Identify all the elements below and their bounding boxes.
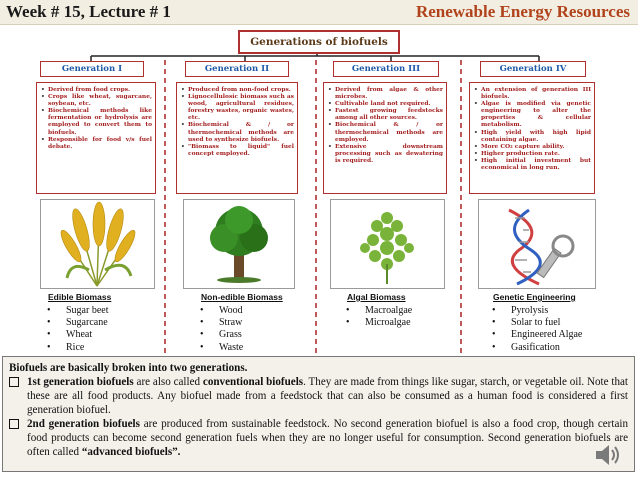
edible-biomass-column bbox=[40, 292, 111, 354]
list-item: • Macroalgae bbox=[339, 305, 412, 317]
generation-4-point: • More CO₂ capture ability. bbox=[481, 143, 591, 150]
generation-3-point: • Extensive downstream processing such as dewatering is required. bbox=[335, 143, 443, 164]
list-item: • Gasification bbox=[485, 342, 582, 354]
biofuel-generations-diagram bbox=[0, 26, 638, 356]
generation-3-point: • Cultivable land not required. bbox=[335, 100, 443, 107]
second-gen-term: 2nd generation biofuels bbox=[27, 418, 140, 430]
generation-3-point: • Fastest growing feedstocks among all other sources. bbox=[335, 107, 443, 121]
generation-2-point: • "Biomass to liquid" fuel concept employed. bbox=[188, 143, 294, 157]
wheat-crop-image bbox=[40, 199, 155, 289]
list-item: • Microalgae bbox=[339, 317, 412, 329]
list-item: • Wheat bbox=[40, 329, 111, 341]
generation-4-point: • High yield with high lipid containing algae. bbox=[481, 129, 591, 143]
generation-1-point: • Derived from food crops. bbox=[48, 86, 152, 93]
summary-point-1 bbox=[9, 375, 628, 417]
genetic-engineering-column bbox=[485, 292, 582, 354]
list-item: • Wood bbox=[193, 305, 283, 317]
generation-4-point: • Algae is modified via genetic engineering to alter the properties & cellular metabolism. bbox=[481, 100, 591, 128]
course-title: Renewable Energy Resources bbox=[415, 2, 630, 21]
summary-box bbox=[2, 356, 635, 472]
non-edible-biomass-heading: Non-edible Biomass bbox=[201, 292, 283, 302]
list-item: • Sugarcane bbox=[40, 317, 111, 329]
advanced-term: “advanced biofuels”. bbox=[81, 446, 181, 458]
conventional-term: conventional biofuels bbox=[202, 376, 304, 388]
wheat-icon bbox=[41, 200, 154, 288]
generation-3-point: • Biochemical & / or thermochemical methods are employed. bbox=[335, 121, 443, 142]
generation-3-point: • Derived from algae & other microbes. bbox=[335, 86, 443, 100]
generation-2-point: • Lignocellulosic biomass such as wood, agricultural residues, forestry wastes, organic wastes, etc. bbox=[188, 93, 294, 121]
edible-biomass-heading: Edible Biomass bbox=[48, 292, 112, 302]
speaker-icon[interactable] bbox=[592, 440, 622, 470]
algal-biomass-heading: Algal Biomass bbox=[347, 292, 406, 302]
first-gen-connector: are also called bbox=[133, 376, 203, 388]
generation-3-title: Generation III bbox=[333, 61, 439, 77]
generation-2-title: Generation II bbox=[185, 61, 289, 77]
lecture-title: Week # 15, Lecture # 1 bbox=[6, 2, 171, 21]
summary-lead: Biofuels are basically broken into two generations. bbox=[9, 362, 248, 374]
non-edible-biomass-column bbox=[193, 292, 283, 354]
generation-1-point: • Responsible for food v/s fuel debate. bbox=[48, 136, 152, 150]
summary-point-2 bbox=[9, 417, 628, 459]
list-item: • Engineered Algae bbox=[485, 329, 582, 341]
generation-2-point: • Produced from non-food crops. bbox=[188, 86, 294, 93]
generation-4-title: Generation IV bbox=[480, 61, 586, 77]
list-item: • Straw bbox=[193, 317, 283, 329]
generation-1-point: • Biochemical methods like fermentation or hydrolysis are employed to convert them to biofuels. bbox=[48, 107, 152, 135]
list-item: • Solar to fuel bbox=[485, 317, 582, 329]
list-item: • Waste bbox=[193, 342, 283, 354]
tree-image bbox=[183, 199, 295, 289]
generation-1-point: • Crops like wheat, sugarcane, soybean, etc. bbox=[48, 93, 152, 107]
generation-1-description bbox=[36, 82, 156, 194]
genetic-engineering-heading: Genetic Engineering bbox=[493, 292, 576, 302]
generation-2-description bbox=[176, 82, 298, 194]
generation-2-point: • Biochemical & / or thermochemical methods are used to synthesize biofuels. bbox=[188, 121, 294, 142]
generation-4-description bbox=[469, 82, 595, 194]
list-item: • Pyrolysis bbox=[485, 305, 582, 317]
dna-engineering-image bbox=[478, 199, 596, 289]
algal-biomass-column bbox=[339, 292, 412, 329]
list-item: • Rice bbox=[40, 342, 111, 354]
second-gen-text: are produced from sustainable feedstock. No second generation biofuel is also a food crop, though certain food products can become second generation fuels when they are no longer useful for consumption. Second generation biofuels are often called bbox=[27, 418, 628, 458]
dna-icon bbox=[479, 200, 595, 288]
checkbox-bullet-icon bbox=[9, 377, 19, 387]
algae-image bbox=[330, 199, 445, 289]
generation-4-point: • Higher production rate. bbox=[481, 150, 591, 157]
list-item: • Sugar beet bbox=[40, 305, 111, 317]
generations-root-box: Generations of biofuels bbox=[238, 30, 400, 54]
tree-icon bbox=[184, 200, 294, 288]
checkbox-bullet-icon bbox=[9, 419, 19, 429]
generation-4-point: • High initial investment but economical in long run. bbox=[481, 157, 591, 171]
generation-4-point: • An extension of generation III biofuels. bbox=[481, 86, 591, 100]
first-gen-text: . They are made from things like sugar, starch, or vegetable oil. Note that these are all food products. Any biofuel made from a feedstock that can also be consumed as a human food is considered a first generation biofuel. bbox=[27, 376, 629, 416]
slide-header bbox=[0, 0, 638, 25]
algae-icon bbox=[331, 200, 444, 288]
list-item: • Grass bbox=[193, 329, 283, 341]
first-gen-term: 1st generation biofuels bbox=[27, 376, 134, 388]
generation-1-title: Generation I bbox=[40, 61, 144, 77]
generation-3-description bbox=[323, 82, 447, 194]
